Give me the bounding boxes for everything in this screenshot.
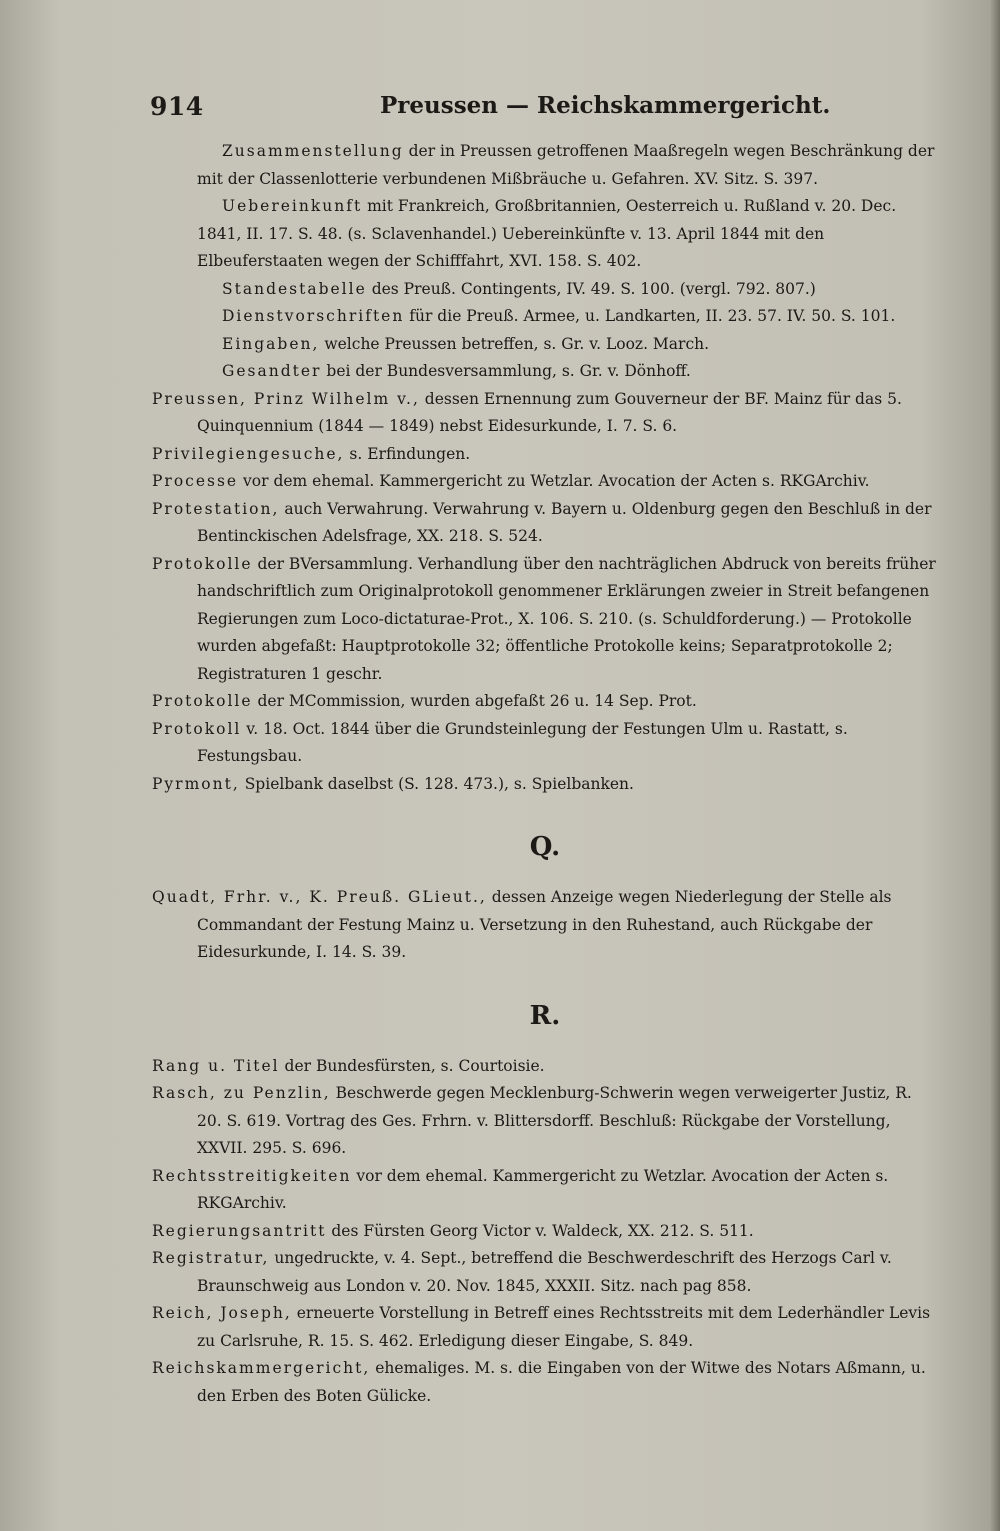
index-entry	[152, 716, 938, 771]
index-entry	[152, 1300, 938, 1355]
entry-headword: Protestation,	[152, 499, 280, 518]
entry-text: Beschwerde gegen Mecklenburg-Schwerin wegen verweigerter Justiz, R. 20. S. 619. Vortrag des Ges. Frhrn. v. Blittersdorff. Beschluß: Rückgabe der Vorstellung, XXVII. 295. S. 696.	[197, 1084, 912, 1157]
index-entry	[152, 1053, 938, 1081]
entry-text: des Fürsten Georg Victor v. Waldeck, XX. 212. S. 511.	[326, 1221, 754, 1240]
entry-text: vor dem ehemal. Kammergericht zu Wetzlar. Avocation der Acten s. RKGArchiv.	[238, 472, 870, 490]
entry-text: dessen Anzeige wegen Niederlegung der Stelle als Commandant der Festung Mainz u. Versetzung in den Ruhestand, auch Rückgabe der Eidesurkunde, I. 14. S. 39.	[197, 888, 892, 961]
entry-headword: Privilegiengesuche,	[152, 444, 345, 463]
entry-text: erneuerte Vorstellung in Betreff eines Rechtsstreits mit dem Lederhändler Levis zu Carlsruhe, R. 15. S. 462. Erledigung dieser Eingabe, S. 849.	[197, 1304, 931, 1350]
index-entry	[152, 276, 938, 304]
entry-headword: Rang u. Titel	[152, 1056, 280, 1075]
index-entry	[152, 441, 938, 469]
entry-headword: Registratur,	[152, 1249, 270, 1267]
index-entry	[152, 193, 938, 276]
entry-text: mit Frankreich, Großbritannien, Oesterreich u. Rußland v. 20. Dec. 1841, II. 17. S. 48. (s. Sclavenhandel.) Uebereinkünfte v. 13. April 1844 mit den Elbeuferstaaten wegen der Schifffahrt, XVI. 158. S. 402.	[197, 197, 897, 270]
page-header	[150, 92, 940, 126]
entry-headword: Preussen, Prinz Wilhelm v.,	[152, 389, 420, 408]
entry-text: ehemaliges. M. s. die Eingaben von der Witwe des Notars Aßmann, u. den Erben des Boten Gülicke.	[197, 1359, 926, 1405]
entry-headword: Zusammenstellung	[222, 142, 404, 160]
entry-text: für die Preuß. Armee, u. Landkarten, II. 23. 57. IV. 50. S. 101.	[404, 307, 896, 325]
index-entry	[152, 496, 938, 551]
entry-headword: Regierungsantritt	[152, 1221, 327, 1240]
entry-headword: Protokolle	[152, 554, 253, 573]
entry-headword: Uebereinkunft	[222, 197, 363, 215]
page-edge-shadow	[990, 0, 1000, 1531]
entry-text: welche Preussen betreffen, s. Gr. v. Looz. March.	[319, 334, 710, 353]
section-letter-q: Q.	[529, 832, 561, 862]
index-entry	[152, 468, 938, 496]
entry-headword: Reich, Joseph,	[152, 1304, 292, 1322]
entry-headword: Processe	[152, 472, 239, 490]
section-q	[152, 884, 938, 967]
entry-headword: Pyrmont,	[152, 774, 240, 793]
entry-text: des Preuß. Contingents, IV. 49. S. 100. (vergl. 792. 807.)	[366, 279, 816, 298]
entry-headword: Protokolle	[152, 692, 253, 710]
index-entry	[152, 688, 938, 716]
index-entry	[152, 331, 938, 359]
entry-headword: Rasch, zu Penzlin,	[152, 1084, 331, 1102]
entry-text: bei der Bundesversammlung, s. Gr. v. Dönhoff.	[321, 362, 691, 380]
index-entry	[152, 771, 938, 799]
entry-text: v. 18. Oct. 1844 über die Grundsteinlegung der Festungen Ulm u. Rastatt, s. Festungsbau.	[197, 719, 848, 765]
entry-text: auch Verwahrung. Verwahrung v. Bayern u. Oldenburg gegen den Beschluß in der Bentinckischen Adelsfrage, XX. 218. S. 524.	[197, 499, 932, 545]
index-entry	[152, 1245, 938, 1300]
entry-text: s. Erfindungen.	[344, 444, 471, 463]
page-number: 914	[150, 92, 204, 121]
entry-text: der in Preussen getroffenen Maaßregeln wegen Beschränkung der mit der Classenlotterie verbundenen Mißbräuche u. Gefahren. XV. Sitz. S. 397.	[197, 142, 935, 188]
index-entry	[152, 303, 938, 331]
index-content	[152, 138, 938, 1410]
entry-headword: Quadt, Frhr. v., K. Preuß. GLieut.,	[152, 888, 487, 906]
index-entry	[152, 884, 938, 967]
entry-headword: Standestabelle	[222, 279, 367, 298]
entry-text: der MCommission, wurden abgefaßt 26 u. 14 Sep. Prot.	[252, 692, 697, 710]
entry-text: dessen Ernennung zum Gouverneur der BF. Mainz für das 5. Quinquennium (1844 — 1849) nebst Eidesurkunde, I. 7. S. 6.	[197, 389, 902, 435]
section-r	[152, 1053, 938, 1411]
entry-text: der Bundesfürsten, s. Courtoisie.	[279, 1056, 545, 1075]
entry-headword: Dienstvorschriften	[222, 307, 405, 325]
section-p	[152, 138, 938, 798]
index-entry	[152, 358, 938, 386]
section-letter-r: R.	[529, 1000, 561, 1031]
entry-text: vor dem ehemal. Kammergericht zu Wetzlar. Avocation der Acten s. RKGArchiv.	[197, 1166, 889, 1212]
index-entry	[152, 1163, 938, 1218]
index-entry	[152, 138, 938, 193]
entry-headword: Rechtsstreitigkeiten	[152, 1166, 352, 1185]
entry-headword: Gesandter	[222, 362, 322, 380]
index-entry	[152, 1218, 938, 1246]
entry-text: der BVersammlung. Verhandlung über den nachträglichen Abdruck von bereits früher handschriftlich zum Originalprotokoll genommener Erklärungen zweier in Streit befangenen Regierungen zum Loco-dictaturae-Prot., X. 106. S. 210. (s. Schuldforderung.) — Protokolle wurden abgefaßt: Hauptprotokolle 32; öffentliche Protokolle keins; Separatprotokolle 2; Registraturen 1 geschr.	[197, 554, 936, 683]
entry-headword: Protokoll	[152, 719, 242, 738]
index-entry	[152, 1080, 938, 1163]
entry-headword: Eingaben,	[222, 334, 320, 353]
entry-headword: Reichskammergericht,	[152, 1359, 371, 1377]
running-head: Preussen — Reichskammergericht.	[380, 92, 831, 119]
entry-text: Spielbank daselbst (S. 128. 473.), s. Spielbanken.	[239, 774, 634, 793]
index-entry	[152, 1355, 938, 1410]
index-entry	[152, 551, 938, 689]
index-entry	[152, 386, 938, 441]
entry-text: ungedruckte, v. 4. Sept., betreffend die Beschwerdeschrift des Herzogs Carl v. Braunschweig aus London v. 20. Nov. 1845, XXXII. Sitz. nach pag 858.	[197, 1249, 892, 1295]
